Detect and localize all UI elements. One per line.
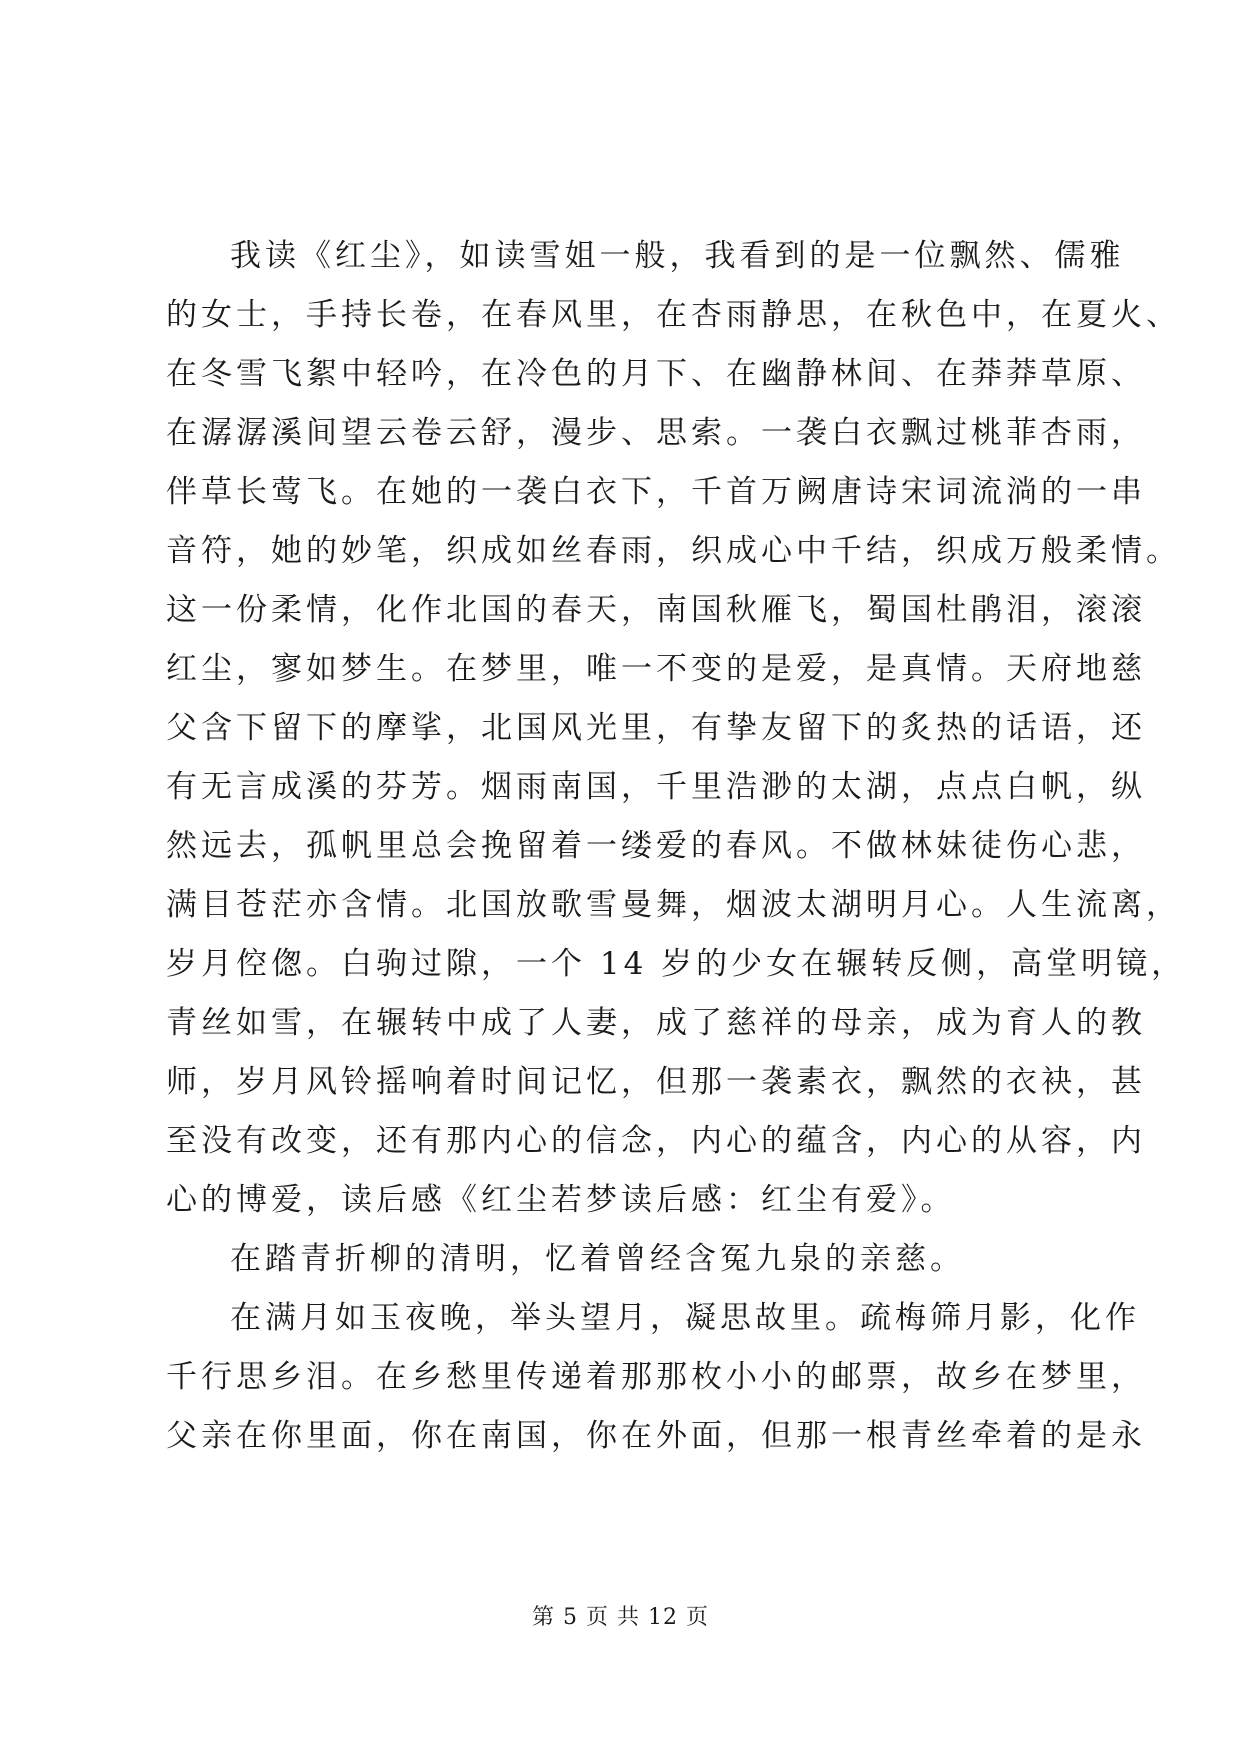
text-line: 这一份柔情，化作北国的春天，南国秋雁飞，蜀国杜鹃泪，滚滚: [166, 592, 1146, 628]
text-line: 然远去，孤帆里总会挽留着一缕爱的春风。不做林妹徒伤心悲，: [166, 828, 1146, 864]
text-line: 岁月倥偬。白驹过隙，一个 14 岁的少女在辗转反侧，高堂明镜，: [166, 946, 1187, 982]
text-line: 在冬雪飞絮中轻吟，在冷色的月下、在幽静林间、在莽莽草原、: [166, 356, 1146, 392]
text-line: 有无言成溪的芬芳。烟雨南国，千里浩渺的太湖，点点白帆，纵: [166, 769, 1146, 805]
text-line: 在满月如玉夜晚，举头望月，凝思故里。疏梅筛月影，化作: [230, 1300, 1140, 1336]
text-line: 红尘，寥如梦生。在梦里，唯一不变的是爱，是真情。天府地慈: [166, 651, 1146, 687]
text-line: 满目苍茫亦含情。北国放歌雪曼舞，烟波太湖明月心。人生流离，: [166, 887, 1181, 923]
text-line: 青丝如雪，在辗转中成了人妻，成了慈祥的母亲，成为育人的教: [166, 1005, 1146, 1041]
text-line: 心的博爱，读后感《红尘若梦读后感：红尘有爱》。: [166, 1182, 956, 1218]
text-line: 的女士，手持长卷，在春风里，在杏雨静思，在秋色中，在夏火、: [166, 297, 1181, 333]
text-line: 父含下留下的摩挲，北国风光里，有挚友留下的炙热的话语，还: [166, 710, 1146, 746]
text-line: 我读《红尘》，如读雪姐一般，我看到的是一位飘然、儒雅: [230, 238, 1125, 274]
text-line: 师，岁月风铃摇响着时间记忆，但那一袭素衣，飘然的衣袂，甚: [166, 1064, 1146, 1100]
text-line: 在潺潺溪间望云卷云舒，漫步、思索。一袭白衣飘过桃菲杏雨，: [166, 415, 1146, 451]
text-line: 伴草长莺飞。在她的一袭白衣下，千首万阙唐诗宋词流淌的一串: [166, 474, 1146, 510]
text-line: 至没有改变，还有那内心的信念，内心的蕴含，内心的从容，内: [166, 1123, 1146, 1159]
text-line: 在踏青折柳的清明，忆着曾经含冤九泉的亲慈。: [230, 1241, 965, 1277]
page-footer: 第 5 页 共 12 页: [532, 1605, 709, 1630]
text-line: 千行思乡泪。在乡愁里传递着那那枚小小的邮票，故乡在梦里，: [166, 1359, 1146, 1395]
body-text: [166, 227, 1187, 1466]
text-line: 父亲在你里面，你在南国，你在外面，但那一根青丝牵着的是永: [166, 1418, 1146, 1454]
text-line: 音符，她的妙笔，织成如丝春雨，织成心中千结，织成万般柔情。: [166, 533, 1181, 569]
